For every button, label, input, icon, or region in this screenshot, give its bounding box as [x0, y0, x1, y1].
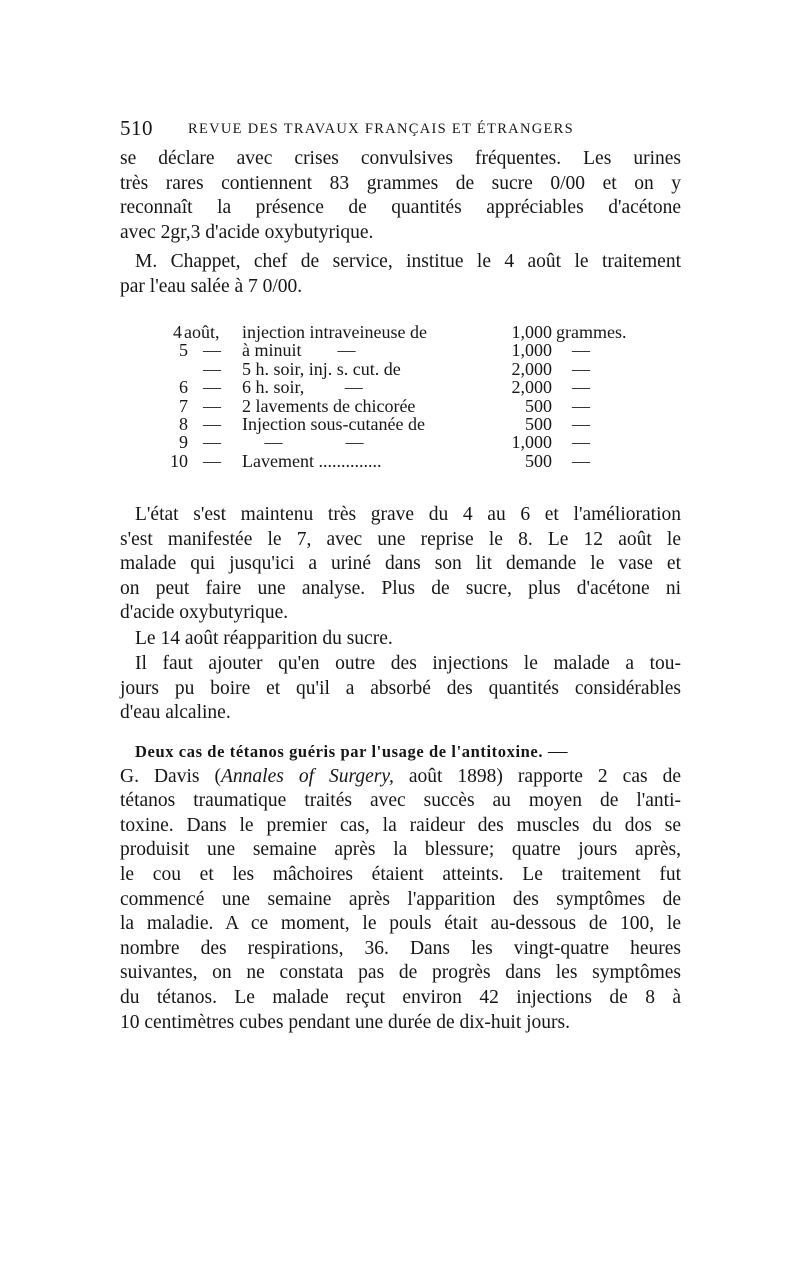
text-line: d'acide oxybutyrique. — [120, 602, 289, 624]
treatment-table — [170, 323, 640, 470]
row-quantity: 500 — [525, 413, 552, 434]
row-month: août, — [184, 322, 220, 342]
row-quantity: 1,000 — [511, 340, 552, 361]
table-row — [170, 415, 640, 433]
text-line: on peut faire une analyse. Plus de sucre, plus d'acétone ni — [120, 577, 681, 599]
author-text: G. Davis ( — [120, 765, 221, 787]
paragraph-alkaline-water — [120, 652, 681, 726]
row-unit-ditto: — — [572, 450, 590, 471]
text-line: très rares contiennent 83 grammes de sucre 0/00 et on y — [120, 172, 681, 194]
row-quantity: 2,000 — [511, 377, 552, 398]
text-line: s'est manifestée le 7, avec une reprise le 8. Le 12 août le — [120, 528, 681, 550]
table-row — [170, 341, 640, 359]
text-line: la maladie. A ce moment, le pouls était au-dessous de 100, le — [120, 913, 681, 935]
text-line: produisit une semaine après la blessure; quatre jours après, — [120, 839, 681, 861]
row-description: injection intraveineuse de — [242, 322, 427, 342]
text-line: le cou et les mâchoires étaient atteints. Le traitement fut — [120, 863, 681, 885]
paragraph-patient-progress — [120, 503, 681, 626]
article-title: Deux cas de tétanos guéris par l'usage de l'antitoxine. — [135, 742, 544, 761]
row-description: 6 h. soir, — — [242, 377, 363, 398]
paragraph-treatment-intro — [120, 250, 681, 299]
row-date: 9 — [179, 432, 188, 453]
running-head: REVUE DES TRAVAUX FRANÇAIS ET ÉTRANGERS — [188, 121, 574, 137]
row-unit-ditto: — — [572, 377, 590, 398]
row-quantity: 500 — [525, 450, 552, 471]
text-line: nombre des respirations, 36. Dans les vingt-quatre heures — [120, 937, 681, 959]
text-line: par l'eau salée à 7 0/00. — [120, 275, 303, 297]
row-ditto-mark: — — [203, 432, 221, 453]
text-line: malade qui jusqu'ici a uriné dans son lit demande le vase et — [120, 553, 681, 575]
table-row — [170, 378, 640, 396]
row-date: 10 — [170, 450, 188, 471]
text-line: Le 14 août réapparition du sucre. — [135, 628, 393, 649]
row-quantity: 1,000 — [511, 322, 552, 342]
row-ditto-mark: — — [203, 395, 221, 416]
row-unit-ditto: — — [572, 413, 590, 434]
text-line: jours pu boire et qu'il a absorbé des quantités considérables — [120, 677, 681, 699]
text-line — [120, 765, 681, 790]
article-title-line — [120, 740, 681, 765]
row-ditto-mark: — — [203, 358, 221, 379]
row-description: Injection sous-cutanée de — [242, 413, 425, 434]
article-tetanus-antitoxin — [120, 740, 681, 1035]
row-description: Lavement .............. — [242, 450, 382, 471]
row-unit: grammes. — [556, 322, 627, 342]
journal-title: Annales of Surgery, — [220, 765, 394, 787]
table-row — [170, 323, 640, 341]
row-date: 6 — [179, 377, 188, 398]
row-date: 4 — [173, 322, 182, 342]
text-fragment: août 1898) rapporte 2 cas de — [393, 765, 681, 787]
row-description: 2 lavements de chicorée — [242, 395, 416, 416]
text-line: 10 centimètres cubes pendant une durée de dix-huit jours. — [120, 1011, 570, 1033]
title-dash: — — [543, 741, 568, 762]
row-unit-ditto: — — [572, 358, 590, 379]
row-date: 5 — [179, 340, 188, 361]
paragraph-sugar-reappearance — [120, 627, 681, 652]
paragraph-urine-analysis — [120, 147, 681, 245]
row-description: à minuit — — [242, 340, 356, 361]
page-number: 510 — [120, 116, 153, 140]
row-ditto-mark: — — [203, 377, 221, 398]
text-line: reconnaît la présence de quantités appréciables d'acétone — [120, 197, 681, 219]
row-quantity: 1,000 — [511, 432, 552, 453]
row-date: 8 — [179, 413, 188, 434]
text-line: se déclare avec crises convulsives fréquentes. Les urines — [120, 148, 681, 169]
text-line: M. Chappet, chef de service, institue le 4 août le traitement — [135, 251, 681, 272]
row-description: — — — [242, 432, 364, 453]
row-ditto-mark: — — [203, 450, 221, 471]
text-line: du tétanos. Le malade reçut environ 42 injections de 8 à — [120, 986, 681, 1008]
row-unit-ditto: — — [572, 340, 590, 361]
text-line: commencé une semaine après l'apparition des symptômes de — [120, 888, 681, 910]
text-line: tétanos traumatique traités avec succès au moyen de l'anti- — [120, 790, 681, 812]
row-quantity: 500 — [525, 395, 552, 416]
row-unit-ditto: — — [572, 395, 590, 416]
row-ditto-mark: — — [203, 340, 221, 361]
row-description: 5 h. soir, inj. s. cut. de — [242, 358, 401, 379]
text-line: d'eau alcaline. — [120, 702, 231, 724]
text-line: L'état s'est maintenu très grave du 4 au 6 et l'amélioration — [135, 504, 681, 525]
table-row — [170, 452, 640, 470]
text-line: toxine. Dans le premier cas, la raideur des muscles du dos se — [120, 814, 681, 836]
row-unit-ditto: — — [572, 432, 590, 453]
row-ditto-mark: — — [203, 413, 221, 434]
table-row — [170, 397, 640, 415]
table-row — [170, 360, 640, 378]
page-header — [120, 116, 680, 144]
row-date: 7 — [179, 395, 188, 416]
table-row — [170, 433, 640, 451]
text-line: Il faut ajouter qu'en outre des injections le malade a tou- — [135, 653, 681, 674]
text-line: avec 2gr,3 d'acide oxybutyrique. — [120, 221, 374, 243]
text-line: suivantes, on ne constata pas de progrès dans les symptômes — [120, 962, 681, 984]
row-quantity: 2,000 — [511, 358, 552, 379]
